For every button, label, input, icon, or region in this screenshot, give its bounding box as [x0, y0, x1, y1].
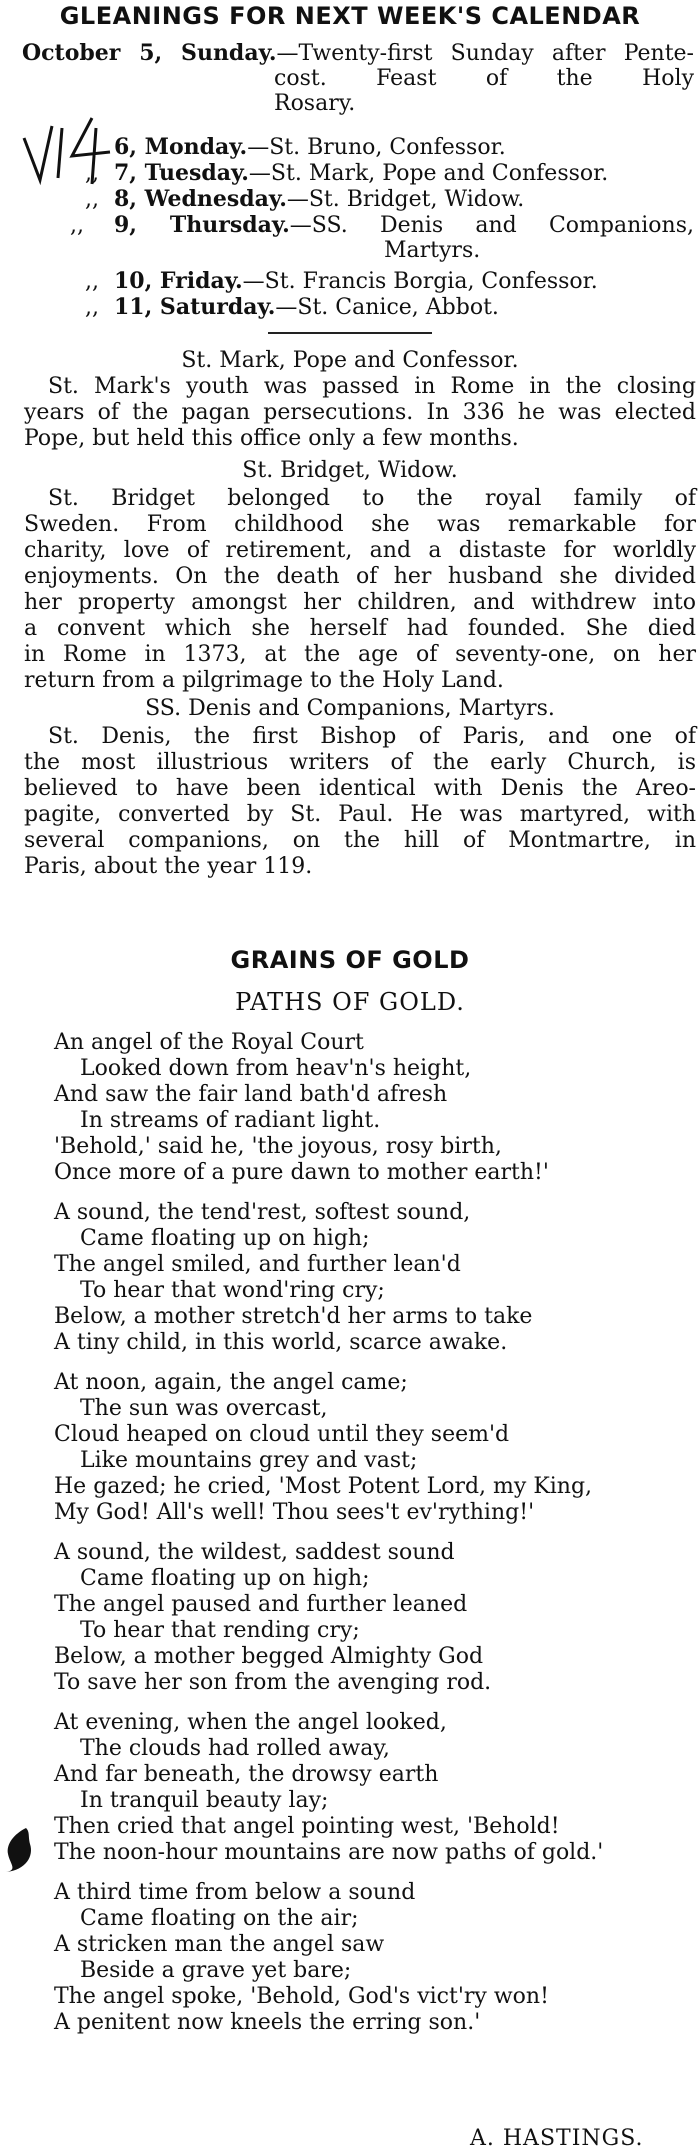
- body-line: years of the pagan persecutions. In 336 he was elected: [24, 400, 696, 425]
- life-heading-st-bridget: St. Bridget, Widow.: [242, 458, 458, 483]
- body-line: Sweden. From childhood she was remarkable for: [24, 512, 696, 537]
- poem-line: My God! All's well! Thou sees't ev'rything!': [54, 1500, 535, 1525]
- body-line: St. Mark's youth was passed in Rome in the closing: [48, 374, 696, 399]
- body-line: enjoyments. On the death of her husband she divided: [24, 564, 696, 589]
- poem-line: The angel spoke, 'Behold, God's vict'ry won!: [54, 1984, 549, 2009]
- calendar-entry-9: ,, 9, Thursday.—SS. Denis and Companions, Martyrs.: [70, 212, 694, 263]
- body-line: her property amongst her children, and withdrew into: [24, 590, 696, 615]
- poem-line: A sound, the tend'rest, softest sound,: [54, 1200, 471, 1225]
- body-line: believed to have been identical with Denis the Areo-: [24, 776, 696, 801]
- poem-line: At evening, when the angel looked,: [54, 1710, 447, 1735]
- poem-line: Below, a mother stretch'd her arms to take: [54, 1304, 533, 1329]
- poem-line: And saw the fair land bath'd afresh: [54, 1082, 448, 1107]
- poem-line: To save her son from the avenging rod.: [54, 1670, 492, 1695]
- body-line: return from a pilgrimage to the Holy Land.: [24, 668, 504, 693]
- poem-line: To hear that wond'ring cry;: [80, 1278, 385, 1303]
- section-title-grains: GRAINS OF GOLD: [230, 946, 470, 974]
- poem-line: Then cried that angel pointing west, 'Behold!: [54, 1814, 560, 1839]
- poem-line: In streams of radiant light.: [80, 1108, 381, 1133]
- body-line: Pope, but held this office only a few months.: [24, 426, 519, 451]
- poem-line: Beside a grave yet bare;: [80, 1958, 352, 1983]
- poem-line: A sound, the wildest, saddest sound: [54, 1540, 455, 1565]
- calendar-entry-7: ,, 7, Tuesday.—St. Mark, Pope and Confessor.: [85, 160, 609, 186]
- poem-line: The noon-hour mountains are now paths of gold.': [54, 1840, 604, 1865]
- poem-line: Like mountains grey and vast;: [80, 1448, 418, 1473]
- poem-line: He gazed; he cried, 'Most Potent Lord, my King,: [54, 1474, 593, 1499]
- poem-line: To hear that rending cry;: [80, 1618, 360, 1643]
- poem-line: At noon, again, the angel came;: [54, 1370, 408, 1395]
- calendar-title: GLEANINGS FOR NEXT WEEK'S CALENDAR: [59, 2, 641, 30]
- poem-line: The angel paused and further leaned: [54, 1592, 468, 1617]
- poem-line: The angel smiled, and further lean'd: [54, 1252, 461, 1277]
- poem-line: A tiny child, in this world, scarce awake.: [54, 1330, 508, 1355]
- body-line: pagite, converted by St. Paul. He was martyred, with: [24, 802, 696, 827]
- poem-line: Below, a mother begged Almighty God: [54, 1644, 484, 1669]
- poem-line: And far beneath, the drowsy earth: [54, 1762, 439, 1787]
- body-line: St. Denis, the first Bishop of Paris, and one of: [48, 724, 696, 749]
- poem-line: Came floating up on high;: [80, 1226, 370, 1251]
- poem-line: Once more of a pure dawn to mother earth!': [54, 1160, 549, 1185]
- calendar-entry-oct5: October 5, Sunday.—Twenty-first Sunday after Pente- cost. Feast of the Holy Rosary.: [22, 40, 694, 116]
- poem-line: The clouds had rolled away,: [80, 1736, 390, 1761]
- body-line: the most illustrious writers of the early Church, is: [24, 750, 696, 775]
- poem-line: 'Behold,' said he, 'the joyous, rosy birth,: [54, 1134, 502, 1159]
- poem-line: The sun was overcast,: [80, 1396, 328, 1421]
- life-heading-ss-denis: SS. Denis and Companions, Martyrs.: [145, 696, 555, 721]
- calendar-entry-8: ,, 8, Wednesday.—St. Bridget, Widow.: [85, 186, 525, 212]
- poem-line: An angel of the Royal Court: [54, 1030, 364, 1055]
- body-line: St. Bridget belonged to the royal family of: [48, 486, 696, 511]
- poem-author: A. HASTINGS.: [470, 2126, 644, 2151]
- body-line: in Rome in 1373, at the age of seventy-one, on her: [24, 642, 696, 667]
- poem-line: Came floating up on high;: [80, 1566, 370, 1591]
- life-heading-st-mark: St. Mark, Pope and Confessor.: [181, 348, 519, 373]
- calendar-entry-6: 6, Monday.—St. Bruno, Confessor.: [114, 134, 506, 160]
- poem-line: Came floating on the air;: [80, 1906, 359, 1931]
- body-line: a convent which she herself had founded. She died: [24, 616, 696, 641]
- poem-line: A penitent now kneels the erring son.': [54, 2010, 481, 2035]
- poem-title: PATHS OF GOLD.: [235, 988, 465, 1016]
- body-line: charity, love of retirement, and a distaste for worldly: [24, 538, 696, 563]
- body-line: Paris, about the year 119.: [24, 854, 313, 879]
- poem-line: Looked down from heav'n's height,: [80, 1056, 472, 1081]
- poem-line: Cloud heaped on cloud until they seem'd: [54, 1422, 510, 1447]
- calendar-entry-11: ,, 11, Saturday.—St. Canice, Abbot.: [85, 294, 499, 320]
- ink-blot-mark: [0, 1826, 36, 1872]
- calendar-entry-10: ,, 10, Friday.—St. Francis Borgia, Confessor.: [85, 268, 598, 294]
- divider: [268, 332, 432, 334]
- poem-line: A third time from below a sound: [54, 1880, 416, 1905]
- poem-line: In tranquil beauty lay;: [80, 1788, 329, 1813]
- poem-line: A stricken man the angel saw: [54, 1932, 385, 1957]
- body-line: several companions, on the hill of Montmartre, in: [24, 828, 696, 853]
